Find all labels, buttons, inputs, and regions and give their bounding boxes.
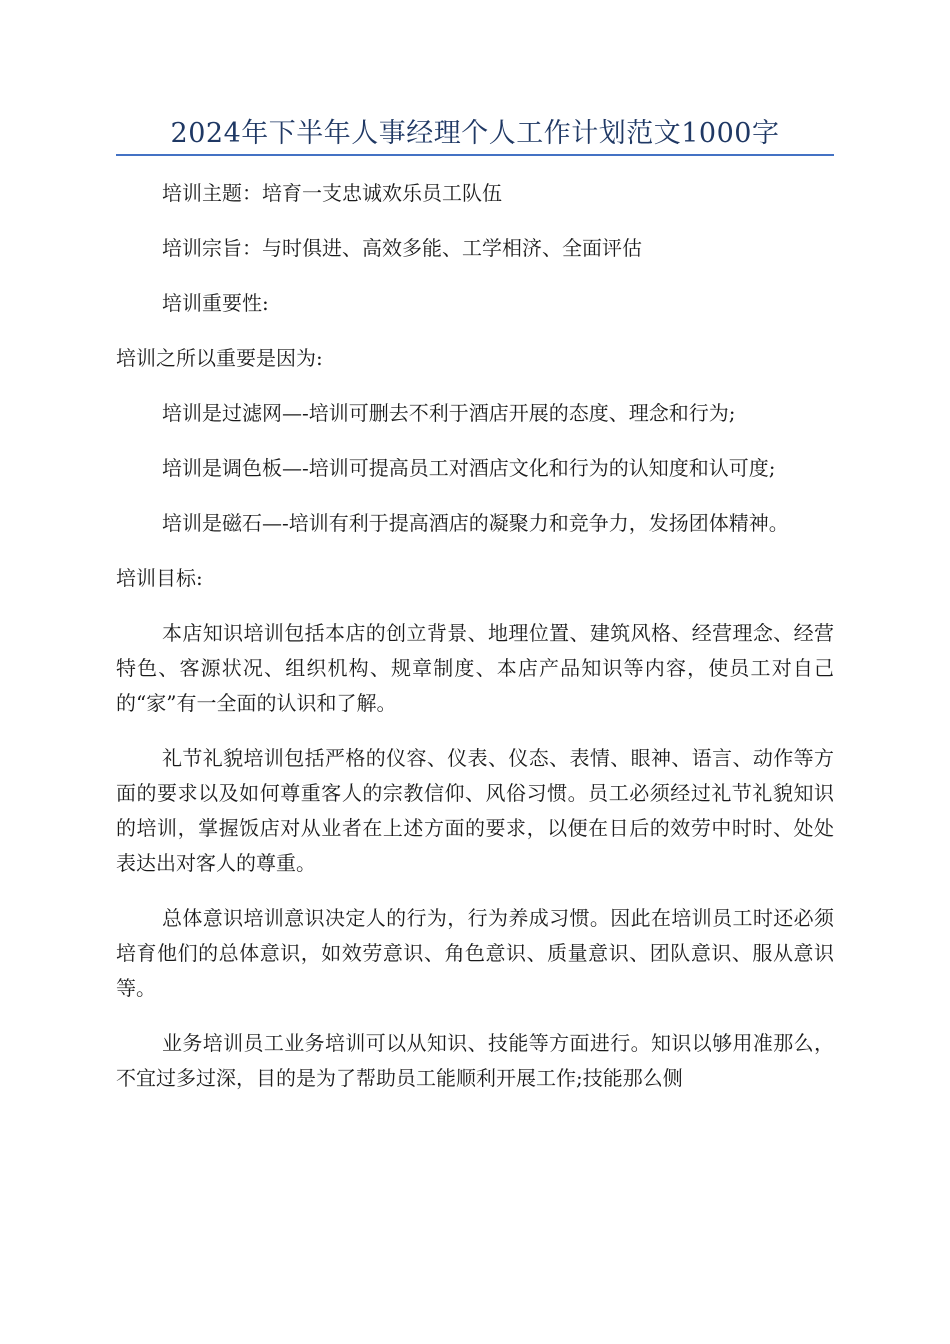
title-underline: [116, 154, 834, 156]
paragraph-training-theme: 培训主题：培育一支忠诚欢乐员工队伍: [162, 181, 502, 205]
paragraph-magnet: 培训是磁石—-培训有利于提高酒店的凝聚力和竞争力，发扬团体精神。: [162, 511, 789, 535]
paragraph-training-importance: 培训重要性:: [162, 291, 269, 315]
paragraph-etiquette: 礼节礼貌培训包括严格的仪容、仪表、仪态、表情、眼神、语言、动作等方面的要求以及如何尊重客人的宗教信仰、风俗习惯。员工必须经过礼节礼貌知识的培训，掌握饭店对从业者在上述方面的要求，以便在日后的效劳中时时、处处表达出对客人的尊重。: [116, 746, 834, 875]
paragraph-training-purpose: 培训宗旨：与时俱进、高效多能、工学相济、全面评估: [162, 236, 642, 260]
paragraph-training-goals: 培训目标:: [116, 566, 203, 590]
paragraph-overall-awareness: 总体意识培训意识决定人的行为，行为养成习惯。因此在培训员工时还必须培育他们的总体意识，如效劳意识、角色意识、质量意识、团队意识、服从意识等。: [116, 906, 834, 1000]
document-title: 2024年下半年人事经理个人工作计划范文1000字: [170, 118, 780, 149]
paragraph-store-knowledge: 本店知识培训包括本店的创立背景、地理位置、建筑风格、经营理念、经营特色、客源状况、组织机构、规章制度、本店产品知识等内容，使员工对自己的“家”有一全面的认识和了解。: [116, 621, 834, 715]
paragraph-business-training: 业务培训员工业务培训可以从知识、技能等方面进行。知识以够用准那么，不宜过多过深，目的是为了帮助员工能顺利开展工作;技能那么侧: [116, 1031, 834, 1090]
paragraph-palette: 培训是调色板—-培训可提高员工对酒店文化和行为的认知度和认可度;: [162, 456, 776, 480]
paragraph-filter: 培训是过滤网—-培训可删去不利于酒店开展的态度、理念和行为;: [162, 401, 736, 425]
paragraph-importance-reason: 培训之所以重要是因为:: [116, 346, 323, 370]
document-body: [116, 176, 834, 1116]
